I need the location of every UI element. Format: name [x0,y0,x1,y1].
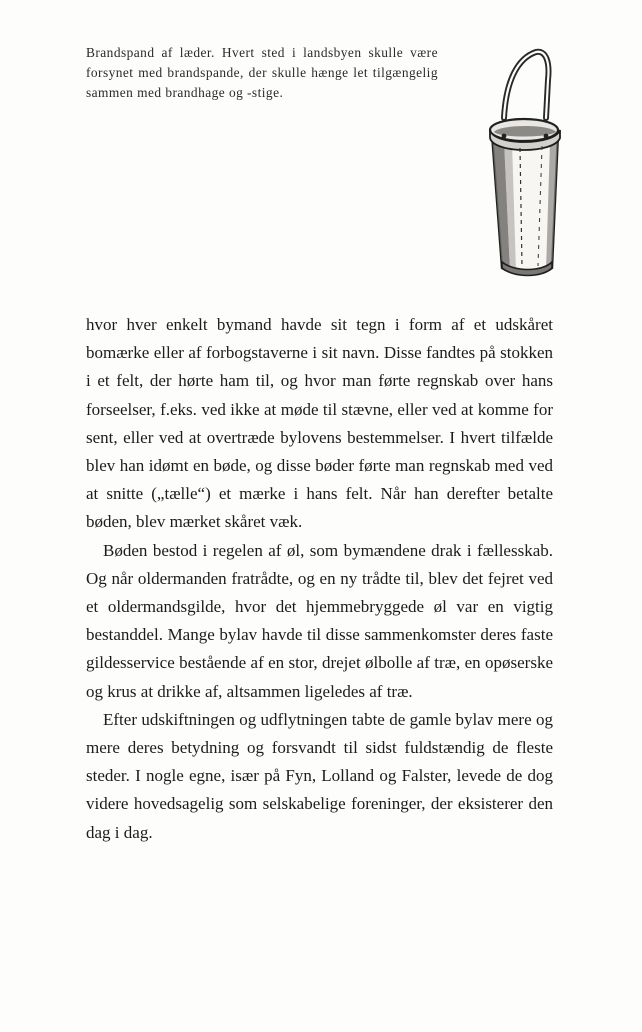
paragraph: hvor hver enkelt bymand havde sit tegn i form af et udskåret bomærke eller af forbogstaverne i sit navn. Disse fandtes på stokken i et felt, der hørte ham til, og hvor man førte regnskab over hans forseelser, f.eks. ved ikke at møde til stævne, eller ved at komme for sent, eller ved at overtræde bylovens bestemmelser. I hvert tilfælde blev han idømt en bøde, og disse bøder førte man regnskab med ved at snitte („tælle“) et mærke i hans felt. Når han derefter betalte bøden, blev mærket skåret væk. [86,315,553,532]
illustration-caption: Brandspand af læder. Hvert sted i landsbyen skulle være forsynet med brandspande, der skulle hænge let tilgængelig sammen med brandhage og -stige. [86,45,438,100]
paragraph: Bøden bestod i regelen af øl, som bymændene drak i fællesskab. Og når oldermanden fratrådte, og en ny trådte til, blev det fejret ved et oldermandsgilde, hvor det hjemmebryggede øl var en vigtig bestanddel. Mange bylav havde til disse sammenkomster deres faste gildesservice bestående af en stor, drejet ølbolle af træ, en opøserske og krus at drikke af, altsammen ligeledes af træ. [86,540,553,701]
paragraph: Efter udskiftningen og udflytningen tabte de gamle bylav mere og mere deres betydning og forsvandt til sidst fuldstændig de fleste steder. I nogle egne, især på Fyn, Lolland og Falster, levede de dog videre hovedsagelig som selskabelige foreninger, der eksisterer den dag i dag. [86,709,553,842]
main-text [86,311,553,847]
leather-fire-bucket-icon [480,40,564,280]
